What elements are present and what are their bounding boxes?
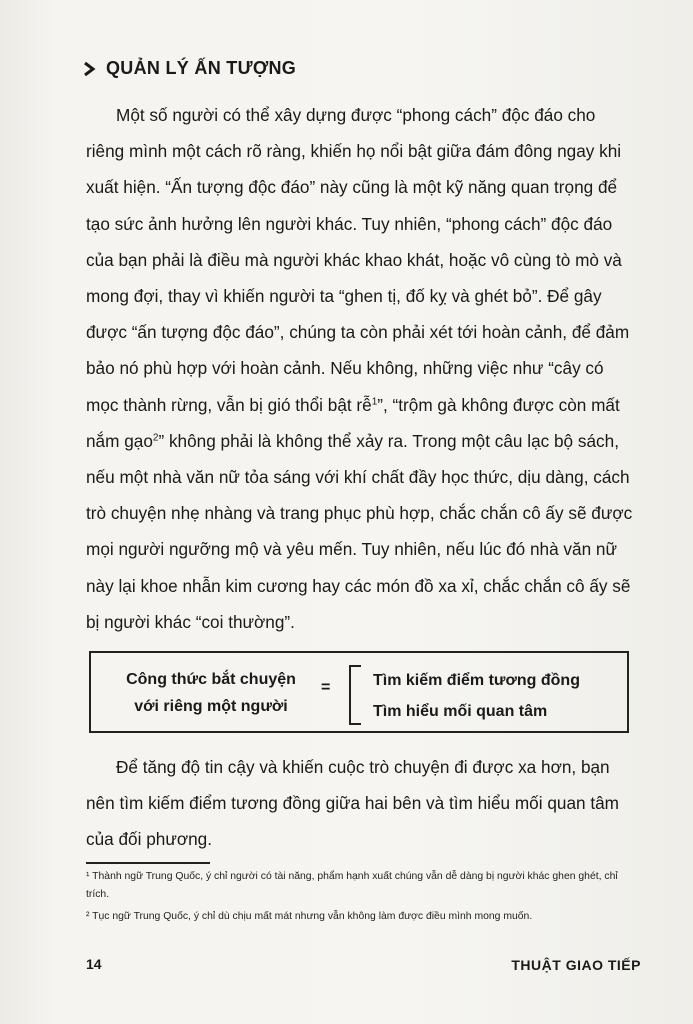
text-line [86, 423, 631, 459]
paragraph-1 [86, 97, 631, 640]
text-segment: nắm gạo [86, 430, 153, 451]
bracket-icon [349, 665, 361, 725]
text-segment: ”, “trộm gà không được còn mất [377, 394, 620, 415]
running-title: THUẬT GIAO TIẾP [511, 957, 641, 973]
page-number: 14 [86, 956, 102, 972]
equals-sign: = [321, 679, 331, 696]
footnote-1: ¹ Thành ngữ Trung Quốc, ý chỉ người có tài năng, phẩm hạnh xuất chúng vẫn dễ dàng bị người khác ghen ghét, chỉ trích. [86, 871, 618, 900]
text-line: được “ấn tượng độc đáo”, chúng ta còn phải xét tới hoàn cảnh, để đảm [86, 322, 630, 343]
text-line: xuất hiện. “Ấn tượng độc đáo” này cũng là một kỹ năng quan trọng để [86, 177, 618, 198]
text-line: riêng mình một cách rõ ràng, khiến họ nổi bật giữa đám đông ngay khi [86, 141, 622, 162]
text-line: mong đợi, thay vì khiến người ta “ghen tị, đố kỵ và ghét bỏ”. Để gây [86, 286, 602, 307]
text-line: tạo sức ảnh hưởng lên người khác. Tuy nhiên, “phong cách” độc đáo [86, 213, 613, 234]
text-segment: mọc thành rừng, vẫn bị gió thổi bật rễ [86, 394, 372, 415]
text-line: mọi người ngưỡng mộ và yêu mến. Tuy nhiên, nếu lúc đó nhà văn nữ [86, 539, 617, 560]
formula-left-line: Công thức bắt chuyện [126, 671, 296, 688]
formula-right [373, 665, 580, 727]
text-line: bị người khác “coi thường”. [86, 611, 295, 632]
section-heading-text: QUẢN LÝ ẤN TƯỢNG [106, 58, 297, 78]
paragraph-2 [86, 749, 631, 858]
text-line: trò chuyện nhẹ nhàng và trang phục phù hợp, chắc chắn cô ấy sẽ được [86, 503, 633, 524]
chevron-right-icon [82, 61, 96, 77]
footnotes [86, 868, 636, 930]
text-segment: ” không phải là không thể xảy ra. Trong một câu lạc bộ sách, [158, 430, 619, 451]
text-line: bảo nó phù hợp với hoàn cảnh. Nếu không, những việc như “cây có [86, 358, 604, 379]
footnote-mark: 1 [371, 395, 378, 407]
text-line: của đối phương. [86, 829, 212, 850]
formula-box [89, 651, 629, 733]
text-line: Để tăng độ tin cậy và khiến cuộc trò chuyện đi được xa hơn, bạn [116, 757, 610, 777]
text-line: Một số người có thể xây dựng được “phong cách” độc đáo cho [116, 105, 596, 125]
footnote-2: ² Tục ngữ Trung Quốc, ý chỉ dù chịu mất mát nhưng vẫn không làm được điều mình mong muốn. [86, 911, 533, 922]
text-line: này lại khoe nhẫn kim cương hay các món đồ xa xỉ, chắc chắn cô ấy sẽ [86, 575, 631, 596]
footnote-mark: 2 [152, 432, 159, 444]
formula-left [111, 666, 311, 720]
text-line: nên tìm kiếm điểm tương đồng giữa hai bên và tìm hiểu mối quan tâm [86, 793, 619, 814]
text-line [86, 387, 631, 423]
footnote-divider [86, 862, 210, 864]
text-line: nếu một nhà văn nữ tỏa sáng với khí chất đầy học thức, dịu dàng, cách [86, 467, 630, 488]
formula-left-line: với riêng một người [134, 698, 288, 715]
section-heading [82, 58, 296, 79]
formula-right-line: Tìm hiểu mối quan tâm [373, 703, 548, 720]
formula-right-line: Tìm kiếm điểm tương đồng [373, 672, 580, 689]
text-line: của bạn phải là điều mà người khác khao khát, hoặc vô cùng tò mò và [86, 249, 622, 270]
